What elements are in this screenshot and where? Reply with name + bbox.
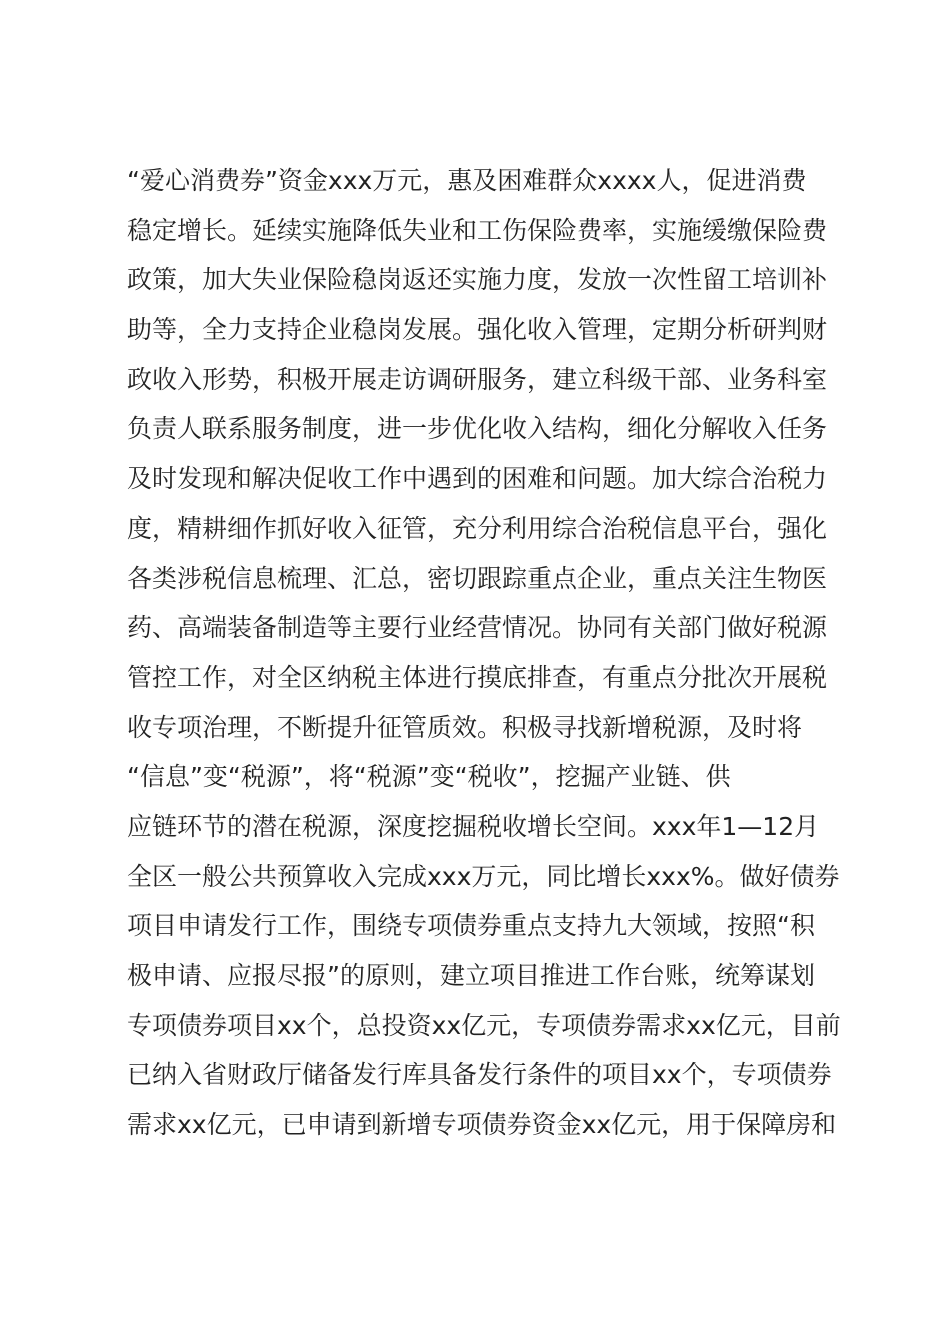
text-line: 极申请、应报尽报”的原则，建立项目推进工作台账，统筹谋划 bbox=[127, 961, 815, 990]
text-line: 收专项治理，不断提升征管质效。积极寻找新增税源，及时将 bbox=[127, 712, 803, 742]
text-line: 管控工作，对全区纳税主体进行摸底排查，有重点分批次开展税 bbox=[127, 662, 828, 692]
text-line: “信息”变“税源”，将“税源”变“税收”，挖掘产业链、供 bbox=[127, 762, 731, 792]
text-line: 专项债券项目xx个，总投资xx亿元，专项债券需求xx亿元，目前 bbox=[127, 1010, 841, 1040]
text-line: 助等，全力支持企业稳岗发展。强化收入管理，定期分析研判财 bbox=[127, 315, 828, 345]
text-line: 全区一般公共预算收入完成xxx万元，同比增长xxx%。做好债券 bbox=[127, 861, 840, 891]
text-line: 负责人联系服务制度，进一步优化收入结构，细化分解收入任务 bbox=[127, 414, 828, 444]
text-line: 政策，加大失业保险稳岗返还实施力度，发放一次性留工培训补 bbox=[127, 265, 828, 295]
text-line: 应链环节的潜在税源，深度挖掘税收增长空间。xxx年1—12月 bbox=[127, 811, 820, 841]
text-line: 药、高端装备制造等主要行业经营情况。协同有关部门做好税源 bbox=[127, 613, 828, 643]
text-line: 已纳入省财政厅储备发行库具备发行条件的项目xx个，专项债券 bbox=[127, 1060, 832, 1090]
text-line: 及时发现和解决促收工作中遇到的困难和问题。加大综合治税力 bbox=[127, 464, 828, 494]
text-line: 需求xx亿元，已申请到新增专项债券资金xx亿元，用于保障房和 bbox=[127, 1110, 837, 1140]
text-line: 各类涉税信息梳理、汇总，密切跟踪重点企业，重点关注生物医 bbox=[127, 563, 828, 593]
text-line: 项目申请发行工作，围绕专项债券重点支持九大领域，按照“积 bbox=[127, 911, 815, 941]
text-line: “爱心消费券”资金xxx万元，惠及困难群众xxxx人，促进消费 bbox=[127, 166, 807, 195]
text-line: 稳定增长。延续实施降低失业和工伤保险费率，实施缓缴保险费 bbox=[127, 215, 828, 245]
body-paragraph bbox=[127, 156, 867, 1150]
text-line: 政收入形势，积极开展走访调研服务，建立科级干部、业务科室 bbox=[127, 364, 828, 394]
text-line: 度，精耕细作抓好收入征管，充分利用综合治税信息平台，强化 bbox=[127, 513, 828, 543]
